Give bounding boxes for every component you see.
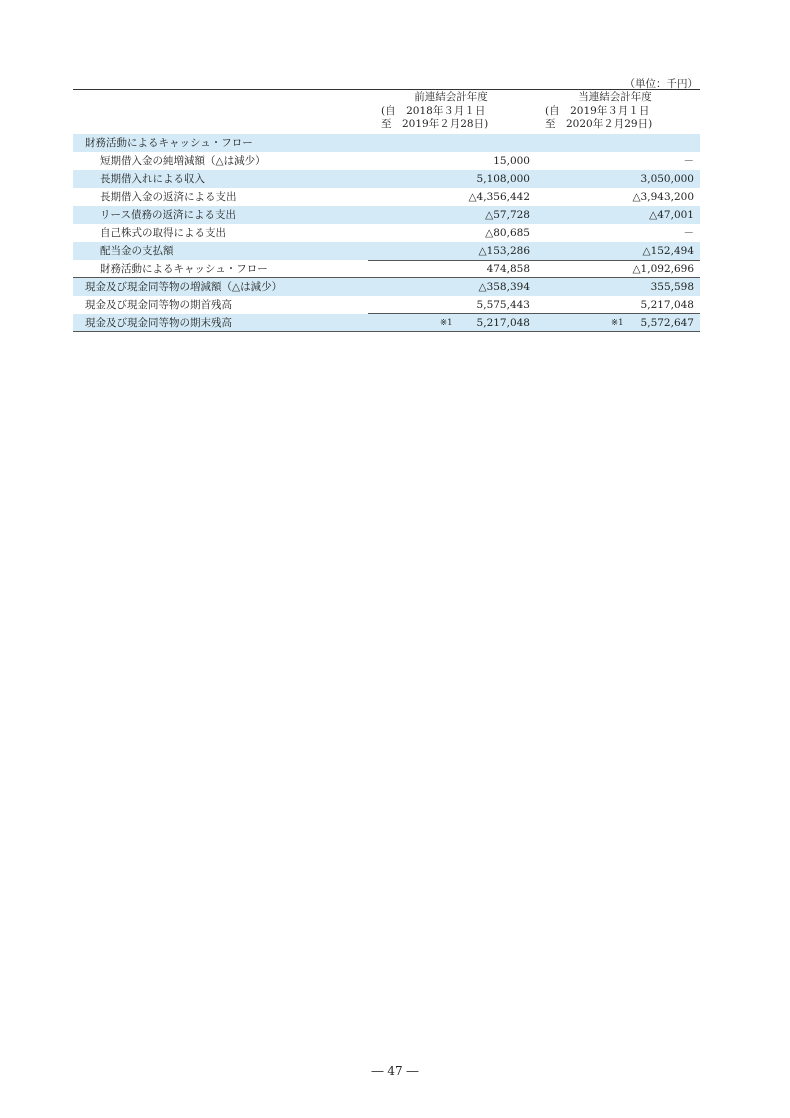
row-label: リース債務の返済による支出 xyxy=(100,209,236,221)
cur-value: － xyxy=(683,155,694,167)
prev-value: 5,217,048 xyxy=(476,317,530,329)
table-row xyxy=(73,224,700,242)
row-label: 長期借入れによる収入 xyxy=(100,173,205,185)
prev-value: 474,858 xyxy=(486,263,530,275)
table-top-rule xyxy=(73,89,700,90)
cur-value: 5,572,647 xyxy=(640,317,694,329)
cur-value: △47,001 xyxy=(649,209,694,221)
row-label: 現金及び現金同等物の期末残高 xyxy=(85,317,232,329)
table-row-ending-balance xyxy=(73,314,700,332)
prev-value: 15,000 xyxy=(493,155,530,167)
cur-note-marker: ※1 xyxy=(611,318,624,328)
header-prev-period xyxy=(366,91,536,132)
prev-value: △80,685 xyxy=(485,227,530,239)
cur-value: 5,217,048 xyxy=(640,299,694,311)
table-row xyxy=(73,278,700,296)
row-label: 現金及び現金同等物の期首残高 xyxy=(85,299,232,311)
table-row xyxy=(73,170,700,188)
row-label: 長期借入金の返済による支出 xyxy=(100,191,237,203)
prev-note-marker: ※1 xyxy=(440,318,453,328)
header-cur-from: (自 2019年３月１日 xyxy=(545,104,650,117)
table-row-subtotal xyxy=(73,260,700,278)
unit-label: （単位：千円） xyxy=(624,78,698,90)
table-row xyxy=(73,242,700,260)
prev-value: △4,356,442 xyxy=(468,191,530,203)
cash-flow-table xyxy=(73,134,700,332)
row-label: 財務活動によるキャッシュ・フロー xyxy=(100,263,268,275)
row-label: 自己株式の取得による支出 xyxy=(100,227,226,239)
table-row xyxy=(73,206,700,224)
prev-value: 5,108,000 xyxy=(476,173,530,185)
prev-value: △153,286 xyxy=(478,245,530,257)
prev-value: △57,728 xyxy=(485,209,530,221)
table-row xyxy=(73,296,700,314)
cur-value: △3,943,200 xyxy=(632,191,694,203)
row-label: 現金及び現金同等物の増減額（△は減少） xyxy=(85,281,283,293)
prev-value: 5,575,443 xyxy=(476,299,530,311)
table-row-section-heading xyxy=(73,134,700,152)
cur-value: 3,050,000 xyxy=(640,173,694,185)
row-label: 短期借入金の純増減額（△は減少） xyxy=(100,155,266,167)
page-number: ― 47 ― xyxy=(371,1064,419,1078)
header-cur-to: 至 2020年２月29日) xyxy=(545,118,653,130)
header-prev-from: (自 2018年３月１日 xyxy=(381,104,486,117)
header-cur-period xyxy=(530,91,700,132)
row-label: 配当金の支払額 xyxy=(100,245,174,257)
header-prev-title: 前連結会計年度 xyxy=(414,91,488,103)
prev-value: △358,394 xyxy=(478,281,530,293)
cur-value: △152,494 xyxy=(642,245,694,257)
cur-value: － xyxy=(683,227,694,239)
header-prev-to: 至 2019年２月28日) xyxy=(381,118,489,130)
table-row xyxy=(73,152,700,170)
cur-value: 355,598 xyxy=(650,281,694,293)
row-label: 財務活動によるキャッシュ・フロー xyxy=(85,137,253,149)
table-row xyxy=(73,188,700,206)
header-cur-title: 当連結会計年度 xyxy=(578,91,652,103)
cur-value: △1,092,696 xyxy=(632,263,694,275)
